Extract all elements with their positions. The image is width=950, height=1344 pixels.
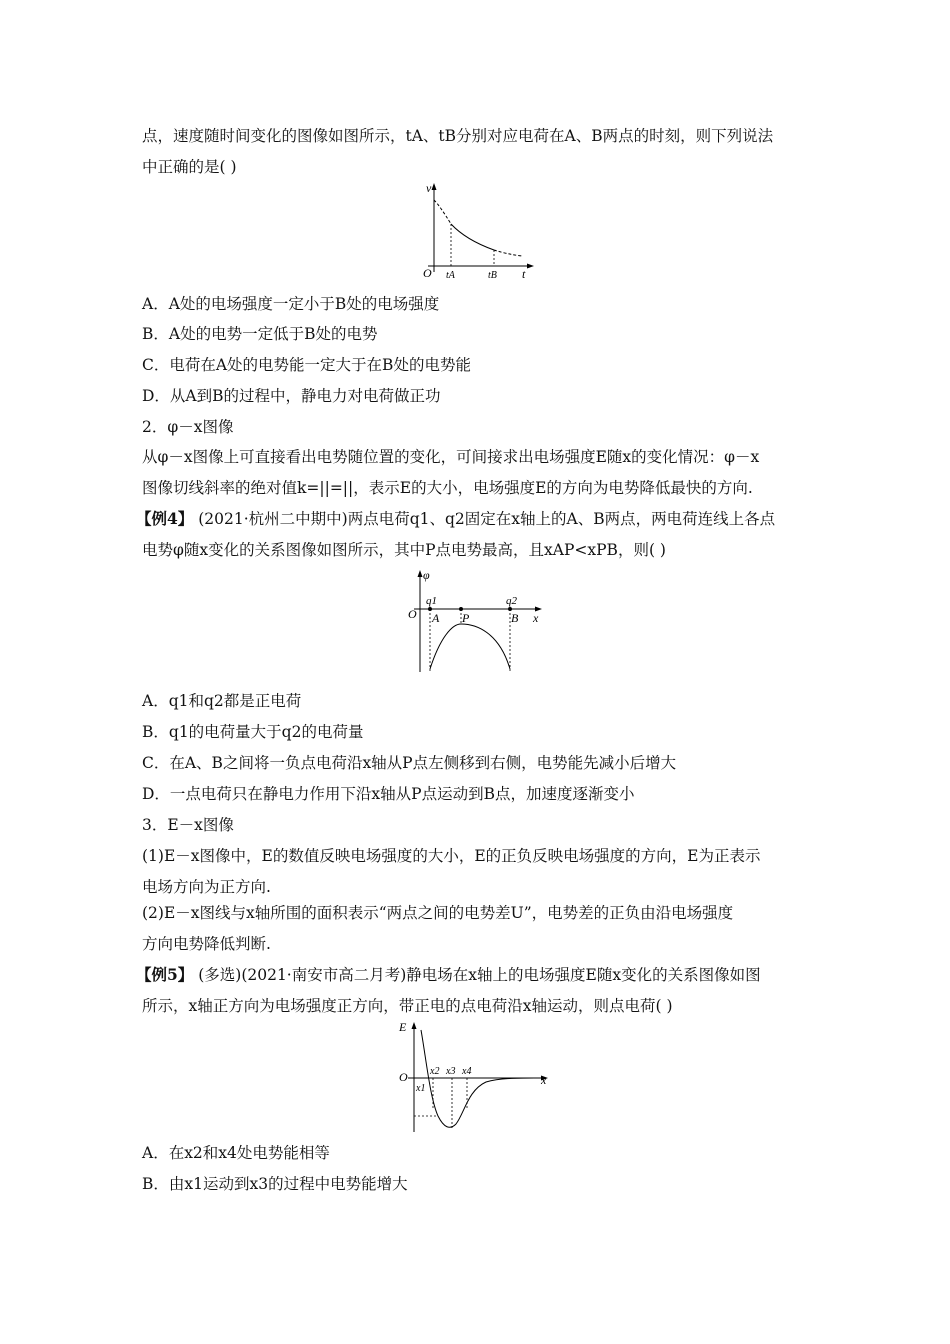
E-curve <box>421 1030 534 1127</box>
option-d: D．一点电荷只在静电力作用下沿x轴从P点运动到B点，加速度逐渐变小 <box>142 785 635 803</box>
x1-label: x1 <box>416 1083 426 1094</box>
P-label: P <box>462 611 470 625</box>
paragraph-line: (1)E－x图像中，E的数值反映电场强度的大小，E的正负反映电场强度的方向，E为正表示 <box>142 847 761 865</box>
phi-x-graph <box>404 566 554 676</box>
option-b: B．q1的电荷量大于q2的电荷量 <box>142 723 364 741</box>
curve-dashed-start <box>434 200 451 224</box>
tB-label: tB <box>488 270 497 281</box>
example-5-line1 <box>136 965 806 985</box>
v-axis-arrow <box>432 183 437 190</box>
option-c: C．电荷在A处的电势能一定大于在B处的电势能 <box>142 356 471 374</box>
t-axis-arrow <box>527 264 534 269</box>
t-label: t <box>522 267 526 281</box>
x4-label: x4 <box>462 1066 472 1077</box>
paragraph-line: 从φ－x图像上可直接看出电势随位置的变化，可间接求出电场强度E随x的变化情况：φ－x <box>142 448 760 466</box>
paragraph-line: 中正确的是( ) <box>142 158 237 176</box>
origin-label: O <box>399 1070 408 1084</box>
option-d: D．从A到B的过程中，静电力对电荷做正功 <box>142 387 441 405</box>
example-text: (多选)(2021·南安市高二月考)静电场在x轴上的电场强度E随x变化的关系图像如图 <box>193 966 761 984</box>
example-4-line1 <box>136 509 806 529</box>
A-label: A <box>432 611 440 625</box>
tA-label: tA <box>446 270 455 281</box>
paragraph-line: (2)E－x图线与x轴所围的面积表示“两点之间的电势差U”，电势差的正负由沿电场强度 <box>142 904 734 922</box>
origin-label: O <box>408 607 417 621</box>
E-axis-arrow <box>412 1022 417 1029</box>
paragraph-line: 电场方向为正方向. <box>142 878 271 896</box>
E-x-graph <box>394 1018 558 1136</box>
E-label: E <box>399 1020 407 1034</box>
phi-axis-arrow <box>418 570 423 577</box>
option-a: A．A处的电场强度一定小于B处的电场强度 <box>142 295 440 313</box>
section-title: 3．E－x图像 <box>142 816 234 834</box>
x-label: x <box>541 1073 547 1087</box>
curve-solid <box>451 224 494 250</box>
example-label: 【例5】 <box>136 965 194 984</box>
example-text: (2021·杭州二中期中)两点电荷q1、q2固定在x轴上的A、B两点，两电荷连线上各点 <box>193 510 776 528</box>
origin-label: O <box>423 266 432 280</box>
paragraph-line: 点，速度随时间变化的图像如图所示，tA、tB分别对应电荷在A、B两点的时刻，则下列说法 <box>142 127 774 145</box>
x-label: x <box>533 611 539 625</box>
option-a: A．q1和q2都是正电荷 <box>142 692 302 710</box>
section-title: 2．φ－x图像 <box>142 418 234 436</box>
v-t-graph <box>418 180 538 284</box>
x2-label: x2 <box>430 1066 440 1077</box>
example-label: 【例4】 <box>136 509 194 528</box>
v-label: v <box>426 181 432 195</box>
paragraph-line: 图像切线斜率的绝对值k=||=||，表示E的大小，电场强度E的方向为电势降低最快的方向. <box>142 479 753 497</box>
paragraph-line: 方向电势降低判断. <box>142 935 271 953</box>
option-a: A．在x2和x4处电势能相等 <box>142 1144 330 1162</box>
x3-label: x3 <box>446 1066 456 1077</box>
option-b: B．由x1运动到x3的过程中电势能增大 <box>142 1175 408 1193</box>
curve-dashed-end <box>494 250 522 256</box>
q2-label: q2 <box>506 595 517 607</box>
phi-label: φ <box>423 568 430 582</box>
B-label: B <box>511 611 519 625</box>
option-c: C．在A、B之间将一负点电荷沿x轴从P点左侧移到右侧，电势能先减小后增大 <box>142 754 677 772</box>
paragraph-line: 电势φ随x变化的关系图像如图所示，其中P点电势最高，且xAP<xPB，则( ) <box>142 541 666 559</box>
option-b: B．A处的电势一定低于B处的电势 <box>142 325 378 343</box>
q1-label: q1 <box>426 595 437 607</box>
phi-curve <box>430 624 510 669</box>
paragraph-line: 所示，x轴正方向为电场强度正方向，带正电的点电荷沿x轴运动，则点电荷( ) <box>142 997 673 1015</box>
